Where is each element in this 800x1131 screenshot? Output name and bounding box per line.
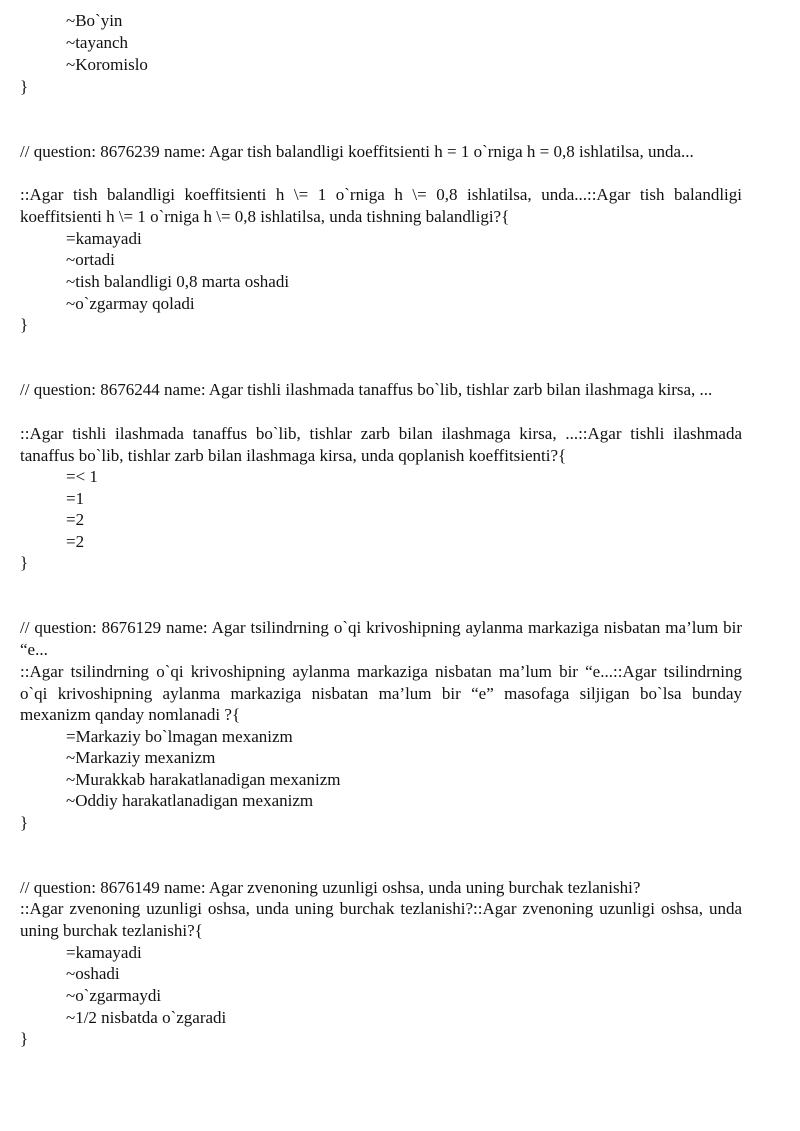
answer-option: =Markaziy bo`lmagan mexanizm bbox=[66, 727, 293, 746]
closing-brace: } bbox=[20, 553, 29, 572]
answer-option: ~Murakkab harakatlanadigan mexanizm bbox=[66, 770, 341, 789]
answer-option: ~tayanch bbox=[66, 33, 129, 52]
closing-brace: } bbox=[20, 813, 29, 832]
answer-option: ~1/2 nisbatda o`zgaradi bbox=[66, 1008, 227, 1027]
question-body: ::Agar tishli ilashmada tanaffus bo`lib, tishlar zarb bilan ilashmaga kirsa, ...::Agar tishli ilashmada tanaffus bo`lib, tishlar zarb bilan ilashmaga kirsa, unda qoplanish koeffitsienti?{ bbox=[20, 424, 742, 465]
question-comment: // question: 8676239 name: Agar tish balandligi koeffitsienti h = 1 o`rniga h = 0,8 ishlatilsa, unda... bbox=[20, 142, 694, 161]
answer-option: =2 bbox=[66, 510, 85, 529]
answer-option: ~oshadi bbox=[66, 964, 120, 983]
answer-option: =kamayadi bbox=[66, 943, 142, 962]
answer-option: =1 bbox=[66, 489, 85, 508]
question-comment: // question: 8676149 name: Agar zvenoning uzunligi oshsa, unda uning burchak tezlanishi? bbox=[20, 878, 641, 897]
question-body: ::Agar tish balandligi koeffitsienti h \= 1 o`rniga h \= 0,8 ishlatilsa, unda...::Agar tish balandligi koeffitsienti h \= 1 o`rniga h \= 0,8 ishlatilsa, unda tishning balandligi?{ bbox=[20, 185, 742, 226]
question-body: ::Agar tsilindrning o`qi krivoshipning aylanma markaziga nisbatan ma’lum bir “e...::Agar tsilindrning o`qi krivoshipning aylanma markaziga nisbatan ma’lum bir “e” masofaga siljigan bo`lsa bunday mexanizm qanday nomlanadi ?{ bbox=[20, 662, 742, 725]
closing-brace: } bbox=[20, 315, 29, 334]
question-body: ::Agar zvenoning uzunligi oshsa, unda uning burchak tezlanishi?::Agar zvenoning uzunligi oshsa, unda uning burchak tezlanishi?{ bbox=[20, 899, 742, 940]
closing-brace: } bbox=[20, 77, 29, 96]
answer-option: ~tish balandligi 0,8 marta oshadi bbox=[66, 272, 290, 291]
answer-option: ~Markaziy mexanizm bbox=[66, 748, 216, 767]
answer-option: ~ortadi bbox=[66, 250, 115, 269]
answer-option: ~Bo`yin bbox=[66, 11, 123, 30]
answer-option: =2 bbox=[66, 532, 85, 551]
question-comment: // question: 8676244 name: Agar tishli ilashmada tanaffus bo`lib, tishlar zarb bilan ilashmaga kirsa, ... bbox=[20, 380, 713, 399]
closing-brace: } bbox=[20, 1029, 29, 1048]
answer-option: ~Oddiy harakatlanadigan mexanizm bbox=[66, 791, 314, 810]
answer-option: ~o`zgarmay qoladi bbox=[66, 294, 195, 313]
answer-option: ~Koromislo bbox=[66, 55, 148, 74]
question-comment: // question: 8676129 name: Agar tsilindrning o`qi krivoshipning aylanma markaziga nisbatan ma’lum bir “e... bbox=[20, 618, 742, 659]
answer-option: =< 1 bbox=[66, 467, 98, 486]
answer-option: =kamayadi bbox=[66, 229, 142, 248]
answer-option: ~o`zgarmaydi bbox=[66, 986, 162, 1005]
